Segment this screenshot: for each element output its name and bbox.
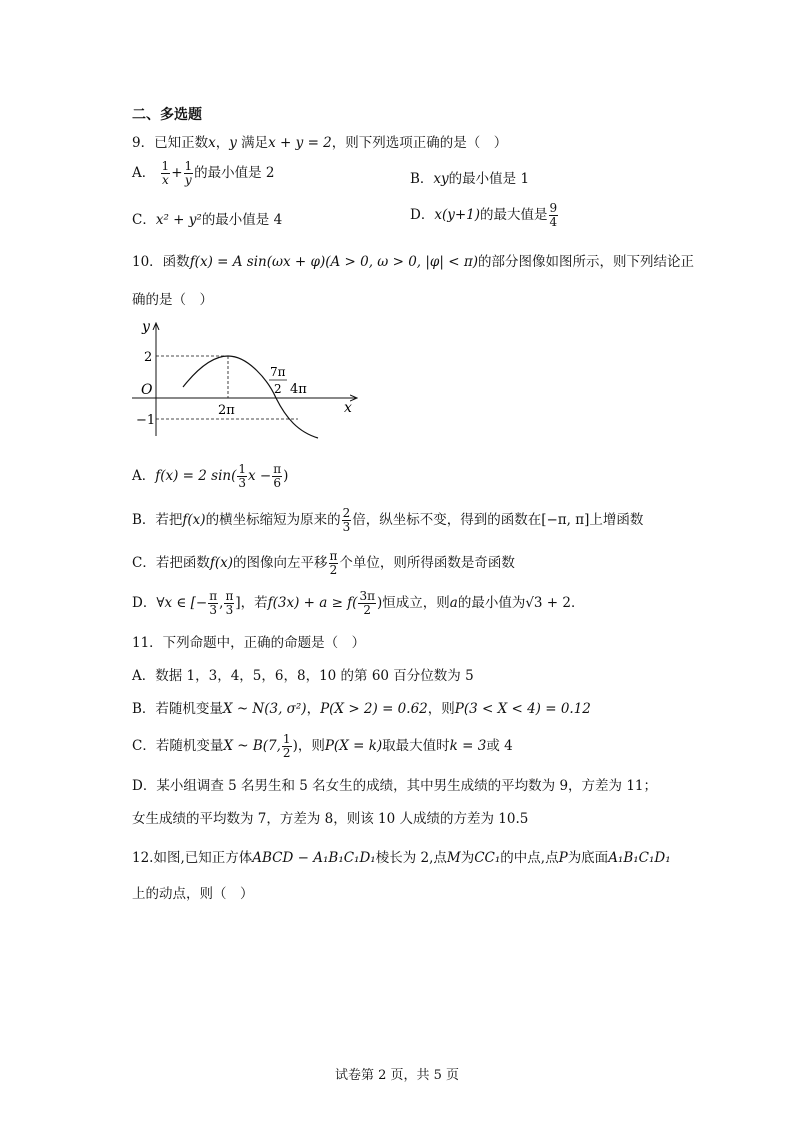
q12-text-c: 为 bbox=[460, 850, 475, 866]
q12-text-d: 的中点,点 bbox=[500, 850, 559, 866]
option-text-b: 恒成立，则 bbox=[382, 595, 450, 611]
q11-option-b[interactable] bbox=[132, 697, 591, 717]
option-expr-2: P(X > 2) = 0.62 bbox=[320, 701, 428, 717]
option-label: C． bbox=[132, 212, 156, 228]
q9-condition: x + y = 2 bbox=[268, 135, 332, 151]
q12-edge-cc1: CC₁ bbox=[474, 850, 501, 866]
option-expr: X ~ B(7, bbox=[223, 738, 281, 754]
q9-option-d[interactable] bbox=[410, 202, 559, 229]
option-expr-2: x − bbox=[248, 468, 272, 484]
option-text-b: 的横坐标缩短为原来的 bbox=[205, 512, 341, 528]
q10-function: f(x) = A sin(ωx + φ) bbox=[189, 254, 326, 270]
option-expr: xy bbox=[433, 171, 449, 187]
x-4pi-label: 4π bbox=[290, 382, 307, 397]
y-max-label: 2 bbox=[144, 350, 153, 365]
fraction-1-over-y: $\frac{1}{y}$ bbox=[184, 159, 193, 187]
option-text: 的最小值是 2 bbox=[194, 165, 275, 181]
q9-option-a[interactable]: A． $\frac{1}{x}$ + $\frac{1}{y}$ 的最小值是 2 bbox=[132, 159, 275, 187]
x-7pi-denominator: 2 bbox=[274, 382, 282, 396]
x-axis-label: x bbox=[344, 400, 352, 416]
q11-option-a[interactable]: A．数据 1，3，4，5，6，8，10 的第 60 百分位数为 5 bbox=[132, 668, 474, 684]
option-value: √3 + 2 bbox=[525, 595, 572, 611]
option-expr: x² + y² bbox=[155, 212, 202, 228]
option-expr-2: P(X = k) bbox=[324, 738, 383, 754]
q9-option-c[interactable] bbox=[132, 208, 282, 228]
q9-stem-c: ，则下列选项正确的是（ ） bbox=[331, 135, 508, 151]
option-text: 的最大值是 bbox=[480, 207, 548, 223]
option-label: A． bbox=[132, 165, 156, 181]
option-text: 的最小值是 1 bbox=[448, 171, 530, 187]
sep: ， bbox=[306, 701, 321, 717]
option-text-a: 若把 bbox=[155, 512, 183, 528]
q12-text-e: 为底面 bbox=[567, 850, 609, 866]
fraction-1-over-x: $\frac{1}{x}$ bbox=[161, 159, 170, 187]
option-text-c: 的最小值为 bbox=[457, 595, 526, 611]
paren: ) bbox=[292, 738, 298, 754]
tail-a: 取最大值时 bbox=[382, 738, 450, 754]
q10-stem-line1 bbox=[132, 250, 694, 270]
x-7pi-numerator: 7π bbox=[270, 365, 286, 379]
option-text-d: 上增函数 bbox=[589, 512, 644, 528]
q12-text-a: 12.如图,已知正方体 bbox=[132, 850, 253, 866]
option-label: B． bbox=[132, 512, 156, 528]
option-label: B．若随机变量 bbox=[132, 701, 223, 717]
q9-var-y: y bbox=[229, 135, 237, 151]
option-expr-1: X ~ N(3, σ²) bbox=[222, 701, 307, 717]
mid: ，则 bbox=[297, 738, 325, 754]
q10-option-d[interactable]: D．∀x ∈ [− $\frac{\pi}{3}$ , $\frac{\pi}{3}$ ]，若f(3x) + a ≥ f( $\frac{3\pi}{2}$ )恒成立，则a的最小值为√3 + 2． bbox=[132, 589, 585, 617]
tail-b: k = 3 bbox=[449, 738, 487, 754]
option-func: f(x) bbox=[182, 512, 206, 528]
period: ． bbox=[571, 595, 585, 611]
option-expr-3: P(3 < X < 4) = 0.12 bbox=[454, 701, 591, 717]
q9-stem-b: 满足 bbox=[236, 135, 269, 151]
sine-curve bbox=[183, 356, 318, 438]
q12-base: A₁B₁C₁D₁ bbox=[608, 850, 671, 866]
option-label: C． bbox=[132, 555, 156, 571]
q10-stem-b: 的部分图像如图所示，则下列结论正 bbox=[477, 254, 694, 270]
comma: , bbox=[219, 595, 224, 611]
section-title: 二、多选题 bbox=[132, 107, 202, 123]
option-label: D． bbox=[410, 207, 435, 223]
option-expr-end: ) bbox=[283, 468, 289, 484]
y-axis-label: y bbox=[142, 319, 150, 335]
q10-option-c[interactable]: C．若把函数f(x)的图像向左平移 $\frac{\pi}{2}$ 个单位，则所得函数是奇函数 bbox=[132, 549, 515, 577]
option-label: B． bbox=[410, 171, 434, 187]
var-a: a bbox=[449, 595, 458, 611]
q11-stem: 11．下列命题中，正确的命题是（ ） bbox=[132, 635, 366, 651]
q12-text-b: 棱长为 2,点 bbox=[375, 850, 447, 866]
option-func: f(x) bbox=[209, 555, 233, 571]
option-text-c: 个单位，则所得函数是奇函数 bbox=[339, 555, 515, 571]
option-expr: f(x) = 2 sin( bbox=[155, 468, 237, 484]
q10-option-a[interactable]: A．f(x) = 2 sin( $\frac{1}{3}$ x − $\frac{\pi}{6}$ ) bbox=[132, 462, 289, 490]
q12-stem-line1 bbox=[132, 846, 671, 866]
option-interval: [−π, π] bbox=[541, 512, 590, 528]
q10-stem-line2: 确的是（ ） bbox=[132, 292, 213, 308]
tail-c: 或 4 bbox=[486, 738, 513, 754]
option-inequality: f(3x) + a ≥ f( bbox=[267, 595, 358, 611]
origin-label: O bbox=[141, 382, 153, 398]
x-peak-label: 2π bbox=[218, 403, 235, 418]
option-text: 的最小值是 4 bbox=[201, 212, 283, 228]
option-text-b: 的图像向左平移 bbox=[233, 555, 328, 571]
option-text-a: ，若 bbox=[240, 595, 268, 611]
fraction-9-4: $\frac{9}{4}$ bbox=[549, 201, 558, 229]
bracket: ] bbox=[235, 595, 241, 611]
paren: ) bbox=[376, 595, 383, 611]
option-label: C．若随机变量 bbox=[132, 738, 224, 754]
q10-condition: (A > 0, ω > 0, |φ| < π) bbox=[325, 254, 478, 270]
q10-option-b[interactable]: B．若把f(x)的横坐标缩短为原来的 $\frac{2}{3}$ 倍，纵坐标不变，得到的函数在[−π, π]上增函数 bbox=[132, 506, 644, 534]
q9-sep: ， bbox=[215, 135, 230, 151]
y-min-label: −1 bbox=[136, 413, 156, 428]
option-text-a: 若把函数 bbox=[155, 555, 210, 571]
q9-stem bbox=[132, 131, 507, 151]
page-footer: 试卷第 2 页，共 5 页 bbox=[334, 1068, 460, 1083]
option-expr: x(y+1) bbox=[434, 207, 481, 223]
q11-option-c[interactable]: C．若随机变量X ~ B(7, $\frac{1}{2}$ )，则P(X = k)取最大值时k = 3或 4 bbox=[132, 732, 513, 760]
q11-option-d-line2: 女生成绩的平均数为 7，方差为 8，则该 10 人成绩的方差为 10.5 bbox=[132, 811, 529, 827]
option-label: A． bbox=[132, 468, 156, 484]
q9-stem-a: 9．已知正数 bbox=[132, 135, 209, 151]
mid: ，则 bbox=[427, 701, 455, 717]
option-text-c: 倍，纵坐标不变，得到的函数在 bbox=[352, 512, 542, 528]
option-label: D． bbox=[132, 595, 157, 611]
q10-sine-graph bbox=[128, 318, 368, 442]
q12-point-p: P bbox=[558, 850, 568, 866]
q12-stem-line2: 上的动点，则（ ） bbox=[132, 886, 254, 902]
q9-var-x: x bbox=[208, 135, 216, 151]
q9-option-b[interactable] bbox=[410, 167, 529, 187]
q12-cube: ABCD − A₁B₁C₁D₁ bbox=[252, 850, 376, 866]
q12-point-m: M bbox=[446, 850, 461, 866]
q10-stem-a: 10．函数 bbox=[132, 254, 190, 270]
option-forall: ∀x ∈ [− bbox=[156, 595, 208, 611]
q11-option-d-line1[interactable]: D．某小组调查 5 名男生和 5 名女生的成绩，其中男生成绩的平均数为 9，方差为 11； bbox=[132, 778, 658, 794]
